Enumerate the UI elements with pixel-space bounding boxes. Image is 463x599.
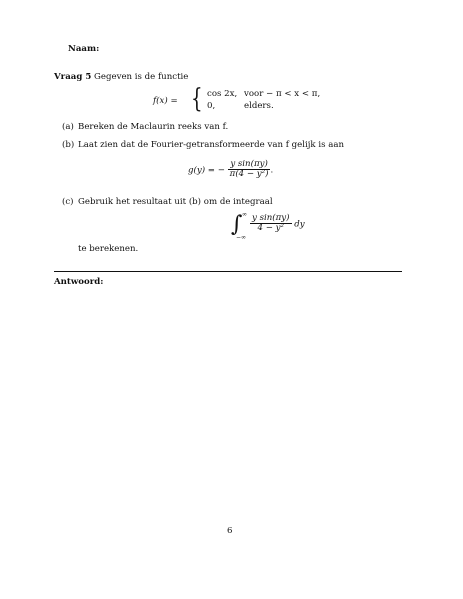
question-label: Vraag 5	[54, 72, 92, 82]
case2-expr: 0,	[207, 101, 216, 111]
case2-cond: elders.	[244, 101, 274, 111]
integral-upper-limit: ∞	[242, 211, 247, 218]
answer-label: Antwoord:	[54, 277, 104, 287]
g-lhs: g(y) = −	[188, 165, 225, 176]
case1-cond: voor − π < x < π,	[244, 89, 321, 99]
integral-sign: ∫	[231, 212, 243, 237]
f-lhs: f(x) =	[153, 96, 178, 106]
integral-lower-limit: −∞	[236, 234, 247, 241]
part-c-label: (c)	[62, 197, 74, 207]
integrand-numerator: y sin(πy)	[252, 213, 290, 223]
part-a-text: Bereken de Maclaurin reeks van f.	[78, 122, 229, 132]
g-numerator: y sin(πy)	[228, 160, 271, 170]
g-denominator: π(4 − y²)	[229, 169, 269, 180]
name-label: Naam:	[68, 44, 100, 54]
g-period: .	[270, 165, 274, 176]
closing-text: te berekenen.	[78, 244, 139, 254]
integrand	[250, 214, 305, 234]
question-heading	[54, 73, 188, 82]
integrand-denominator: 4 − y²	[257, 223, 284, 234]
question-intro: Gegeven is de functie	[94, 72, 189, 82]
part-a-label: (a)	[62, 122, 74, 132]
case1-expr: cos 2x,	[207, 89, 238, 99]
divider-rule	[54, 271, 402, 272]
integrand-fraction	[250, 214, 292, 234]
g-formula	[188, 160, 273, 180]
g-fraction	[228, 159, 274, 180]
left-brace: {	[191, 84, 203, 114]
integral-differential: dy	[294, 219, 305, 230]
part-b-label: (b)	[62, 140, 75, 150]
page-number: 6	[227, 526, 233, 536]
part-b-text: Laat zien dat de Fourier-getransformeerde van f gelijk is aan	[78, 140, 344, 150]
part-c-text: Gebruik het resultaat uit (b) om de integraal	[78, 197, 273, 207]
